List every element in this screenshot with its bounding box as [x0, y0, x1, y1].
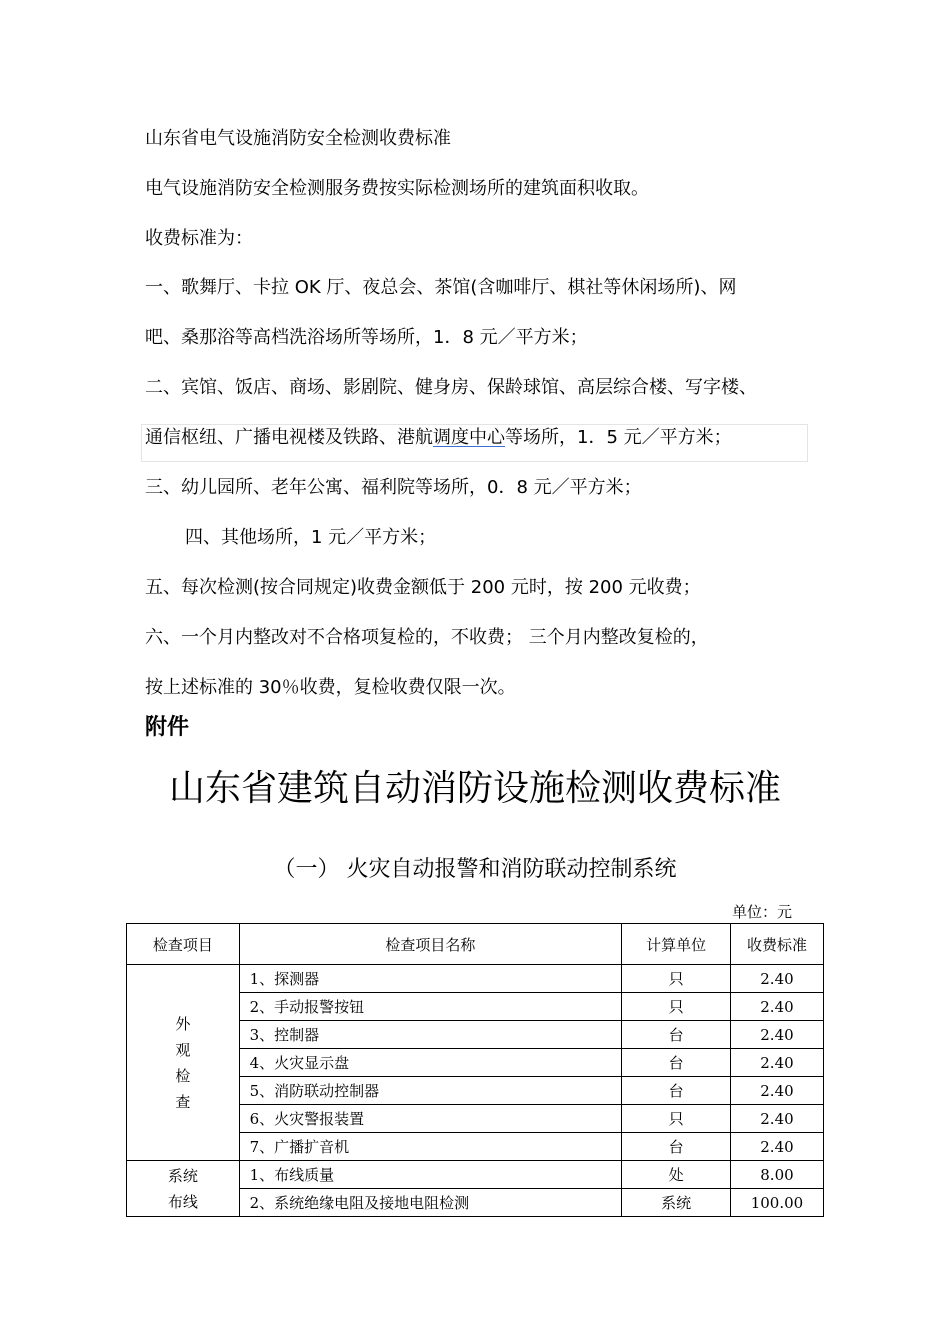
item-name: 5、消防联动控制器	[239, 1077, 622, 1105]
item-name: 6、火灾警报装置	[239, 1105, 622, 1133]
category-char: 查	[175, 1092, 191, 1111]
rule-1-line-2: 吧、桑那浴等高档洗浴场所等场所，1．8 元／平方米；	[145, 327, 588, 348]
item-fee: 2.40	[730, 1021, 823, 1049]
item-name: 1、探测器	[239, 965, 622, 993]
item-fee: 2.40	[730, 1133, 823, 1161]
header-item-name: 检查项目名称	[239, 924, 622, 965]
category-system-wiring	[127, 1161, 240, 1217]
rule-2-line-1: 二、宾馆、饭店、商场、影剧院、健身房、保龄球馆、高层综合楼、写字楼、	[145, 377, 757, 398]
item-unit: 只	[622, 965, 731, 993]
item-unit: 台	[622, 1049, 731, 1077]
fee-standard-label: 收费标准为：	[145, 228, 253, 249]
item-fee: 100.00	[730, 1189, 823, 1217]
rule-3: 三、幼儿园所、老年公寓、福利院等场所，0．8 元／平方米；	[145, 477, 642, 498]
item-name: 2、系统绝缘电阻及接地电阻检测	[239, 1189, 622, 1217]
header-unit: 计算单位	[622, 924, 731, 965]
rule-1-line-1: 一、歌舞厅、卡拉 OK 厅、夜总会、茶馆(含咖啡厅、棋社等休闲场所)、网	[145, 277, 737, 298]
item-unit: 只	[622, 1105, 731, 1133]
item-unit: 台	[622, 1133, 731, 1161]
item-name: 1、布线质量	[239, 1161, 622, 1189]
rule-2-text-b: 等场所，1．5 元／平方米；	[505, 427, 732, 448]
rule-5: 五、每次检测(按合同规定)收费金额低于 200 元时，按 200 元收费；	[145, 577, 701, 598]
category-char: 观	[175, 1040, 191, 1059]
item-name: 4、火灾显示盘	[239, 1049, 622, 1077]
item-unit: 处	[622, 1161, 731, 1189]
item-unit: 系统	[622, 1189, 731, 1217]
document-title: 山东省电气设施消防安全检测收费标准	[145, 128, 451, 149]
item-fee: 2.40	[730, 965, 823, 993]
category-line: 布线	[167, 1192, 198, 1211]
item-name: 3、控制器	[239, 1021, 622, 1049]
item-fee: 2.40	[730, 1049, 823, 1077]
header-check-item: 检查项目	[127, 924, 240, 965]
item-name: 7、广播扩音机	[239, 1133, 622, 1161]
item-unit: 只	[622, 993, 731, 1021]
item-fee: 2.40	[730, 993, 823, 1021]
rule-6-line-2: 按上述标准的 30％收费，复检收费仅限一次。	[145, 677, 516, 698]
fee-table	[126, 923, 824, 1217]
item-fee: 8.00	[730, 1161, 823, 1189]
category-char: 外	[175, 1014, 191, 1033]
rule-6-line-1: 六、一个月内整改对不合格项复检的，不收费； 三个月内整改复检的，	[145, 627, 709, 648]
rule-2-text-a: 通信枢纽、广播电视楼及铁路、港航	[145, 427, 433, 448]
section-title: （一） 火灾自动报警和消防联动控制系统	[273, 857, 677, 882]
intro-paragraph: 电气设施消防安全检测服务费按实际检测场所的建筑面积收取。	[145, 178, 649, 199]
item-unit: 台	[622, 1077, 731, 1105]
attachment-title: 山东省建筑自动消防设施检测收费标准	[168, 768, 781, 809]
rule-2-line-2	[145, 426, 732, 450]
item-unit: 台	[622, 1021, 731, 1049]
category-appearance-check	[127, 965, 240, 1161]
header-fee: 收费标准	[730, 924, 823, 965]
table-row	[127, 965, 824, 993]
category-char: 检	[175, 1066, 191, 1085]
item-fee: 2.40	[730, 1105, 823, 1133]
category-line: 系统	[167, 1166, 198, 1185]
table-header-row	[127, 924, 824, 965]
unit-label: 单位：元	[732, 903, 793, 921]
item-name: 2、手动报警按钮	[239, 993, 622, 1021]
item-fee: 2.40	[730, 1077, 823, 1105]
dispatch-center-link[interactable]: 调度中心	[433, 427, 505, 448]
table-row	[127, 1161, 824, 1189]
attachment-label: 附件	[145, 715, 190, 740]
rule-4: 四、其他场所，1 元／平方米；	[185, 527, 437, 548]
